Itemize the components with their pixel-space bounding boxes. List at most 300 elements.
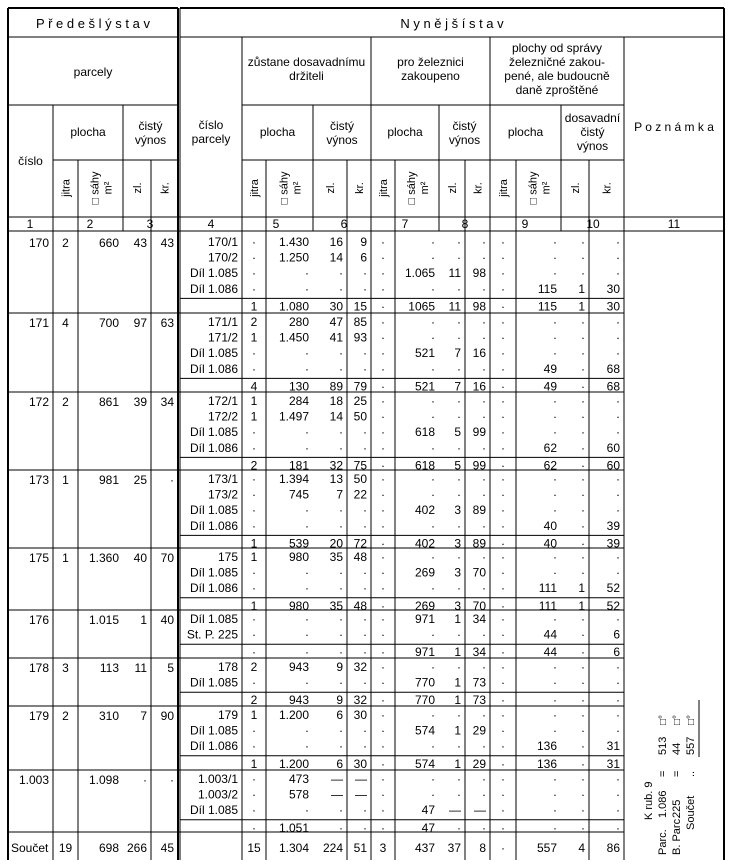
cell-zs: · [305,281,309,296]
note-dots: .. [685,770,697,777]
cell-sk: · [616,487,620,502]
cell-zs: 943 [288,660,309,674]
prev-cislo: 175 [28,551,49,565]
total-zs: · [305,645,309,660]
cell-sz: · [581,266,585,281]
cell-zk: 30 [353,708,367,722]
cell-pj: · [381,627,385,642]
column-number: 3 [146,217,154,231]
cell-zk: · [363,581,367,596]
parcel-number: Díl 1.085 [189,425,238,440]
cell-zj: · [252,675,256,690]
cell-sz: · [581,361,585,376]
total-sk: · [616,693,620,708]
cell-sk: · [616,675,620,690]
cell-sk: · [616,723,620,738]
cell-sk: · [616,472,620,486]
soucet-zk: 51 [353,841,367,855]
cell-zj: · [252,565,256,580]
cell-zs: 1.497 [278,409,309,424]
cell-pj: · [381,723,385,738]
cell-ss: 111 [538,581,557,596]
cell-zz: 14 [329,250,343,265]
column-number: 11 [667,217,681,231]
total-zk: 30 [353,756,367,771]
header-plocha: plocha [387,125,423,139]
total-ps: 521 [414,379,435,394]
cell-pz: 1 [454,723,461,738]
total-pj: · [381,458,385,473]
cell-sj: · [501,235,505,249]
note-unit: □° [658,714,669,725]
cell-pk: 70 [472,565,486,580]
header-cislo-parcely: parcely [191,132,231,146]
header-plochy-od-spravy: daně zproštěné [515,83,599,97]
header-kr: kr. [354,182,366,194]
cell-ss: · [553,409,557,424]
cell-sz: · [581,708,585,722]
cell-zs: 1.200 [278,708,309,722]
cell-sk: · [616,550,620,564]
cell-ps: 618 [414,425,435,440]
cell-sz: · [581,394,585,408]
total-ss: 49 [543,379,557,394]
cell-ss: · [553,708,557,722]
cell-sz: · [581,803,585,818]
cell-zk: 85 [353,315,367,329]
cell-sj: · [501,723,505,738]
cell-zs: · [305,612,309,626]
total-zs: 1.200 [278,756,309,771]
cell-sz: · [581,675,585,690]
header-parcely: parcely [73,65,113,79]
header-zl: zl. [570,182,582,194]
prev-cislo: 179 [28,709,49,723]
total-ss: · [553,820,557,835]
cell-zs: 1.250 [278,250,309,265]
header-current-state: N y n ě j š í s t a v [400,16,504,31]
cell-pj: · [381,675,385,690]
cell-zj: · [252,266,256,281]
header-vynos: výnos [326,133,358,147]
cell-zs: · [305,518,309,533]
cell-sz: · [581,330,585,345]
parcel-number: 1.003/2 [197,787,238,802]
cell-pk: · [482,660,486,674]
cell-sz: · [581,787,585,802]
cell-pk: · [482,440,486,455]
note-soucet: Součet [685,795,697,830]
cell-zs: · [305,503,309,518]
note-value: 44 [671,742,683,755]
prev-sahy: 113 [99,661,119,675]
note-value: 557 [685,736,697,755]
cell-zj: 1 [250,708,258,722]
prev-cislo: 1.003 [18,773,49,787]
parcel-number: Díl 1.086 [189,518,238,533]
cell-zj: 2 [250,660,258,674]
cell-zk: · [363,739,367,754]
total-sk: 60 [606,458,620,473]
total-zk: 15 [353,299,367,314]
header-pro-zeleznici: pro železnici [397,55,464,69]
total-zk: 75 [353,458,367,473]
cell-ps: · [431,394,435,408]
header-vynos: výnos [448,133,481,147]
header-jitra: jitra [498,179,510,197]
total-ps: 402 [414,536,435,551]
prev-cislo: 172 [28,395,49,409]
cell-zk: · [363,266,367,281]
soucet-sj: · [501,841,505,855]
cell-pk: · [482,409,486,424]
prev-zl: 11 [134,661,147,675]
cell-zz: 9 [336,660,343,674]
cell-pj: · [381,472,385,486]
cell-sz: 1 [578,281,585,296]
total-ps: 1065 [408,299,435,314]
cell-zz: 47 [329,315,343,329]
parcel-number: Díl 1.085 [189,503,238,518]
total-zk: 79 [353,379,367,394]
parcel-number: 178 [217,660,238,674]
cell-sz: · [581,440,585,455]
cell-sj: · [501,565,505,580]
cell-sj: · [501,472,505,486]
cell-sk: · [616,787,620,802]
note-bparc: B. Parc. [671,815,683,855]
cell-sj: · [501,487,505,502]
total-pj: · [381,693,385,708]
cell-pk: · [482,487,486,502]
cell-zz: 41 [329,330,343,345]
soucet-zj: 15 [247,841,261,855]
cell-ps: 269 [414,565,435,580]
note-eq: = [657,770,669,777]
cell-ss: · [553,425,557,440]
total-zs: 1.051 [278,820,309,835]
cell-pj: · [381,394,385,408]
cell-zs: · [305,565,309,580]
total-sz: · [581,458,585,473]
cell-ps: 47 [421,803,435,818]
total-pk: 89 [472,536,486,551]
cell-pz: · [457,472,461,486]
cell-sk: · [616,425,620,440]
parcel-number: Díl 1.085 [189,346,238,361]
cell-zj: · [252,723,256,738]
prev-kr: 90 [160,709,174,723]
total-ss: 136 [536,756,557,771]
cell-sj: · [501,330,505,345]
cell-pk: 34 [472,612,486,626]
cell-zk: 22 [353,487,367,502]
total-pj: · [381,598,385,613]
cell-zz: 7 [336,487,343,502]
prev-jitra: 1 [62,551,69,565]
total-sk: 39 [606,536,620,551]
total-zj: · [252,820,256,835]
total-ss: 40 [543,536,557,551]
prev-sahy: 700 [98,316,119,330]
prev-jitra: 2 [62,395,69,409]
cell-pj: · [381,281,385,296]
cell-zk: 6 [360,250,367,265]
total-zk: 72 [353,536,367,551]
cell-sk: 30 [606,281,620,296]
total-zj: 1 [250,598,258,613]
cell-ps: · [431,281,435,296]
total-sj: · [501,820,505,835]
total-sj: · [501,458,505,473]
cell-pj: · [381,550,385,564]
cell-sz: · [581,503,585,518]
header-cisty: čistý [452,119,477,133]
cell-ss: · [553,772,557,786]
cell-pk: 89 [472,503,486,518]
cell-zs: 280 [288,315,309,329]
total-zz: 89 [329,379,343,394]
header-dosavadni: čistý [580,125,605,139]
prev-cislo: 176 [28,613,49,627]
column-number: 8 [461,217,469,231]
cell-pj: · [381,235,385,249]
cell-zj: 1 [250,330,258,345]
cell-zj: 1 [250,394,258,408]
cell-zk: 48 [353,550,367,564]
cell-pz: 7 [454,346,461,361]
total-pj: · [381,379,385,394]
cell-pj: · [381,660,385,674]
total-zs: 980 [288,598,309,613]
cell-zs: · [305,675,309,690]
cell-sj: · [501,281,505,296]
cell-zj: · [252,250,256,265]
cell-pz: · [457,281,461,296]
cell-sz: · [581,518,585,533]
cell-pj: · [381,409,385,424]
cell-pk: 99 [472,425,486,440]
cell-pk: · [482,235,486,249]
prev-zl: 97 [133,316,147,330]
cell-zk: · [363,565,367,580]
cell-ss: · [553,487,557,502]
total-zz: 6 [336,756,343,771]
total-sk: 68 [606,379,620,394]
cell-pj: · [381,565,385,580]
cell-pk: · [482,787,486,802]
cell-zs: 1.430 [278,235,309,249]
soucet-prev-sahy: 698 [98,841,119,855]
total-ss: 62 [543,458,557,473]
prev-zl: · [143,773,147,787]
cell-zs: · [305,346,309,361]
cell-pz: · [457,518,461,533]
column-number: 5 [272,217,280,231]
cell-zj: · [252,772,256,786]
total-sj: · [501,299,505,314]
cell-ss: · [553,394,557,408]
cell-sz: · [581,723,585,738]
cell-ps: · [431,409,435,424]
prev-zl: 40 [133,551,147,565]
header-zl: zl. [132,182,144,194]
total-sz: · [581,693,585,708]
total-sk: · [616,820,620,835]
prev-kr: 43 [160,236,174,250]
cell-pj: · [381,612,385,626]
total-sk: 31 [606,756,620,771]
cell-zs: · [305,266,309,281]
cell-sj: · [501,772,505,786]
header-m2: m² [102,181,115,195]
cell-pz: 11 [448,266,461,281]
cell-sz: · [581,472,585,486]
total-zj: 1 [250,536,258,551]
total-zk: · [363,645,367,660]
header-pro-zeleznici: zakoupeno [401,69,460,83]
cell-pk: · [482,250,486,265]
prev-sahy: 981 [98,473,119,487]
cell-ss: · [553,787,557,802]
cell-zj: · [252,503,256,518]
cell-pj: · [381,739,385,754]
column-number: 7 [401,217,409,231]
parcel-number: 172/2 [207,409,238,424]
cell-zk: · [363,675,367,690]
header-cisty: čistý [330,119,354,133]
column-number: 10 [586,217,600,231]
cell-pz: · [457,440,461,455]
prev-jitra: 3 [62,661,69,675]
cell-zk: 93 [353,330,367,345]
cell-pk: 98 [472,266,486,281]
cell-zj: · [252,346,256,361]
header-sahy: □ sáhy [406,171,418,205]
cell-pk: · [482,627,486,642]
cell-pz: · [457,550,461,564]
soucet-pz: 37 [447,841,461,855]
cell-pj: · [381,708,385,722]
parcel-number: Díl 1.085 [189,266,238,281]
parcel-number: Díl 1.086 [189,281,238,296]
total-pj: · [381,820,385,835]
cell-ss: 44 [543,627,557,642]
cell-zz: · [339,803,343,818]
parcel-number: 171/2 [207,330,238,345]
cell-ss: 40 [543,518,557,533]
cell-sk: · [616,266,620,281]
cell-ps: · [431,487,435,502]
cell-sk: 31 [606,739,620,754]
total-sj: · [501,756,505,771]
cell-ps: · [431,361,435,376]
cell-sk: 52 [606,581,620,596]
prev-kr: 40 [160,613,174,627]
header-dosavadni: dosavadní [564,111,621,125]
cell-zk: · [363,425,367,440]
cell-zz: 13 [329,472,343,486]
cell-ps: 770 [414,675,435,690]
cell-pj: · [381,503,385,518]
cell-zj: · [252,612,256,626]
cell-zj: · [252,739,256,754]
cell-ss: · [553,675,557,690]
total-pz: 11 [448,299,461,314]
cell-pk: · [482,772,486,786]
cell-sk: 68 [606,361,620,376]
cell-sk: · [616,803,620,818]
column-number: 1 [26,217,34,231]
note-value: 513 [657,736,669,755]
total-sz: 1 [578,598,585,613]
cell-zk: · [363,723,367,738]
cell-zk: · [363,440,367,455]
prev-zl: 25 [133,473,147,487]
cell-pk: · [482,394,486,408]
cell-sk: · [616,708,620,722]
cell-pz: — [449,803,461,818]
cell-sz: · [581,250,585,265]
cell-pk: · [482,581,486,596]
prev-sahy: 1.015 [88,613,119,627]
cell-pz: · [457,361,461,376]
cell-pk: · [482,739,486,754]
cell-zk: 50 [353,409,367,424]
note-bparc-no: 225 [671,799,683,818]
prev-kr: 34 [160,395,174,409]
cell-pk: · [482,281,486,296]
prev-sahy: 310 [98,709,119,723]
header-vynos: výnos [134,133,167,147]
cell-zz: — [331,772,343,786]
cell-pz: · [457,235,461,249]
cell-pz: · [457,315,461,329]
cell-pz: 3 [454,565,461,580]
total-pk: 73 [472,693,486,708]
total-ss: 111 [538,598,557,613]
parcel-number: 172/1 [207,394,238,408]
cell-pz: 5 [454,425,461,440]
cell-pj: · [381,315,385,329]
total-ps: 618 [414,458,435,473]
soucet-prev-kr: 45 [160,841,174,855]
cell-ps: · [431,315,435,329]
cell-zz: · [339,440,343,455]
cell-sj: · [501,739,505,754]
cell-sz: · [581,772,585,786]
cell-zj: · [252,803,256,818]
total-zs: 943 [288,693,309,708]
parcel-number: St. P. 225 [186,627,238,642]
cell-pz: · [457,394,461,408]
cell-sj: · [501,660,505,674]
cell-sz: · [581,660,585,674]
total-pk: · [482,820,486,835]
cell-zz: · [339,612,343,626]
cell-zz: 16 [329,235,343,249]
cell-sj: · [501,346,505,361]
cell-sk: · [616,346,620,361]
cell-zs: 578 [288,787,309,802]
cell-zj: · [252,787,256,802]
cell-ps: · [431,550,435,564]
cell-zj: · [252,440,256,455]
cell-sk: · [616,235,620,249]
cell-zz: · [339,503,343,518]
cell-pj: · [381,581,385,596]
cell-sk: · [616,394,620,408]
